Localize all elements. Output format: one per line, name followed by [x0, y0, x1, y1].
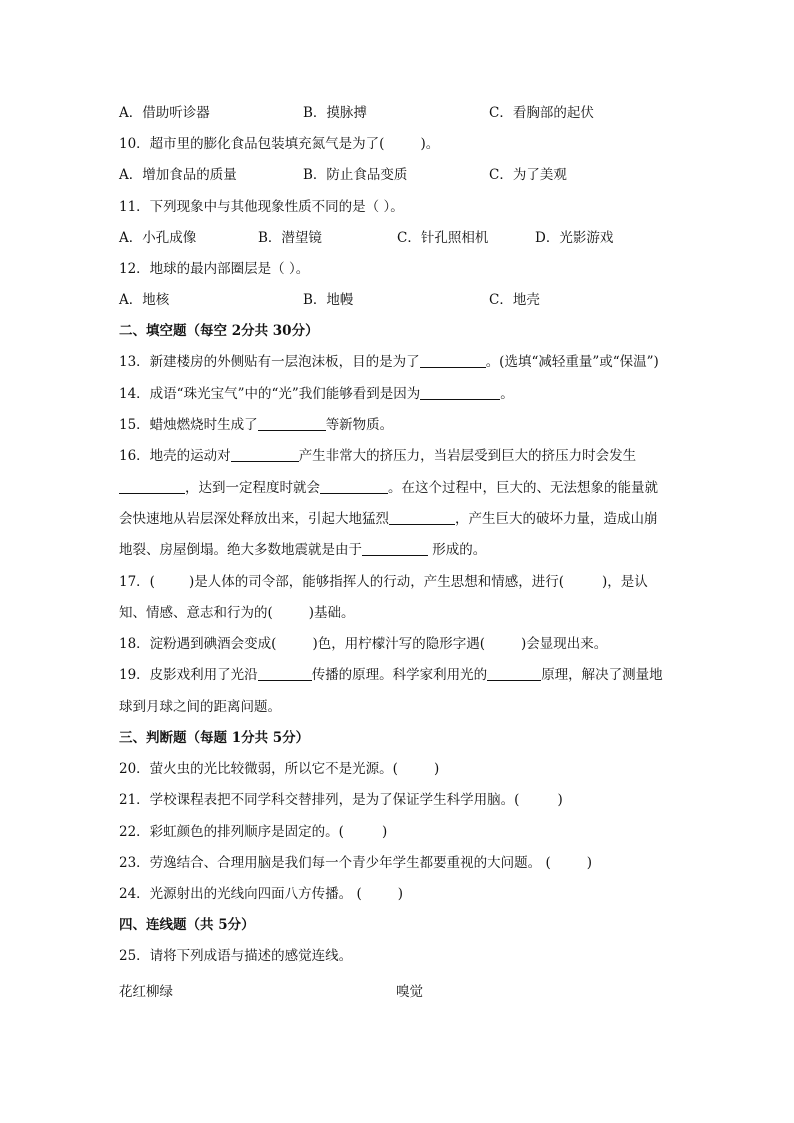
section-2-heading: 二、填空题（每空 2分共 30分）: [119, 323, 319, 339]
q14-text: 14．成语“珠光宝气”中的“光”我们能够看到是因为: [119, 386, 421, 402]
question-14: [119, 384, 514, 404]
question-24: [119, 884, 403, 904]
q15-text: 15．蜡烛燃烧时生成了: [119, 417, 258, 433]
question-15: [119, 415, 393, 435]
q10-option-b: B．防止食品变质: [303, 167, 408, 183]
q18-text: 18．淀粉遇到碘酒会变成(: [119, 636, 277, 652]
q18-text: )色，用柠檬汁写的隐形字遇(: [312, 636, 485, 652]
q14-text-end: 。: [500, 386, 514, 402]
q16-blank-2[interactable]: [119, 479, 185, 494]
q24-text-end: ): [397, 886, 404, 902]
question-21: [119, 790, 563, 810]
q16-text: 会快速地从岩层深处释放出来，引起大地猛烈: [119, 511, 389, 527]
q12-option-c: C．地壳: [489, 292, 540, 308]
question-18: [119, 634, 607, 654]
q21-text: 21．学校课程表把不同学科交替排列，是为了保证学生科学用脑。(: [119, 792, 520, 808]
question-16-line-4: [119, 540, 486, 560]
section-4-heading: 四、连线题（共 5分）: [119, 917, 255, 933]
question-17-line-2: [119, 603, 355, 623]
q11-option-c: C．针孔照相机: [397, 230, 489, 246]
question-12: 12．地球的最内部圈层是（ ）。: [119, 261, 310, 277]
q16-blank-3[interactable]: [320, 479, 388, 494]
q19-text: 19．皮影戏利用了光沿: [119, 667, 258, 683]
question-23: [119, 853, 592, 873]
question-16-line-1: [119, 446, 636, 466]
q23-text: 23．劳逸结合、合理用脑是我们每一个青少年学生都要重视的大问题。 (: [119, 855, 551, 871]
q19-blank-1[interactable]: [258, 666, 312, 681]
matching-item-right[interactable]: 嗅觉: [396, 984, 423, 1000]
q16-text: 产生非常大的挤压力，当岩层受到巨大的挤压力时会发生: [298, 448, 637, 464]
q10-option-c: C．为了美观: [489, 167, 567, 183]
q16-text: ，达到一定程度时就会: [185, 480, 320, 496]
q13-blank[interactable]: [420, 353, 486, 368]
q21-text-end: ): [557, 792, 563, 808]
question-10: [119, 134, 439, 154]
q17-text: 17．(: [119, 574, 155, 590]
q22-text-end: ): [381, 824, 388, 840]
question-25: 25．请将下列成语与描述的感觉连线。: [119, 948, 353, 964]
q10-option-a: A．增加食品的质量: [119, 167, 237, 183]
q18-text: )会显现出来。: [521, 636, 608, 652]
section-3-heading: 三、判断题（每题 1分共 5分）: [119, 730, 310, 746]
q22-text: 22．彩虹颜色的排列顺序是固定的。(: [119, 824, 344, 840]
question-19-line-2: 球到月球之间的距离问题。: [119, 699, 281, 715]
question-16-line-2: [119, 478, 658, 498]
q11-option-d: D．光影游戏: [535, 230, 614, 246]
q24-text: 24．光源射出的光线向四面八方传播。 (: [119, 886, 362, 902]
q13-text-end: 。(选填“减轻重量”或“保温”): [485, 354, 659, 370]
q20-text: 20．萤火虫的光比较微弱，所以它不是光源。(: [119, 761, 398, 777]
q16-text: 16．地壳的运动对: [119, 448, 231, 464]
q17-text: )，是认: [602, 574, 648, 590]
question-17-line-1: [119, 572, 648, 592]
q16-text: 。在这个过程中，巨大的、无法想象的能量就: [388, 480, 658, 496]
q12-option-a: A．地核: [119, 292, 170, 308]
q10-text-end: )。: [420, 136, 440, 152]
q19-text: 传播的原理。科学家利用光的: [311, 667, 488, 683]
q20-text-end: ): [433, 761, 440, 777]
q16-blank-4[interactable]: [389, 510, 455, 525]
question-19-line-1: [119, 665, 663, 685]
q10-text: 10．超市里的膨化食品包装填充氮气是为了(: [119, 136, 385, 152]
q17-text: 知、情感、意志和行为的(: [119, 605, 273, 621]
q17-text: )是人体的司令部，能够指挥人的行动，产生思想和情感，进行(: [188, 574, 564, 590]
q11-option-b: B．潜望镜: [258, 230, 322, 246]
q11-option-a: A．小孔成像: [119, 230, 197, 246]
q16-blank-1[interactable]: [231, 447, 299, 462]
q16-text: ，产生巨大的破坏力量，造成山崩: [455, 511, 658, 527]
q9-option-b: B．摸脉搏: [303, 105, 367, 121]
q19-blank-2[interactable]: [487, 666, 541, 681]
q12-option-b: B．地幔: [303, 292, 354, 308]
question-11: 11．下列现象中与其他现象性质不同的是（ ）。: [119, 199, 404, 215]
q19-text: 原理，解决了测量地: [541, 667, 663, 683]
q16-text: 地裂、房屋倒塌。绝大多数地震就是由于: [119, 542, 362, 558]
q15-text-end: 等新物质。: [325, 417, 394, 433]
matching-item-left[interactable]: 花红柳绿: [119, 984, 173, 1000]
q9-option-a: A．借助听诊器: [119, 105, 210, 121]
q13-text: 13．新建楼房的外侧贴有一层泡沫板，目的是为了: [119, 354, 420, 370]
q16-blank-5[interactable]: [362, 541, 428, 556]
question-16-line-3: [119, 509, 658, 529]
q9-option-c: C．看胸部的起伏: [489, 105, 594, 121]
question-20: [119, 759, 439, 779]
q17-text: )基础。: [308, 605, 355, 621]
q14-blank[interactable]: [420, 385, 500, 400]
q15-blank[interactable]: [258, 416, 326, 431]
q16-text: 形成的。: [428, 542, 487, 558]
question-22: [119, 822, 387, 842]
question-13: [119, 352, 659, 372]
q23-text-end: ): [586, 855, 593, 871]
